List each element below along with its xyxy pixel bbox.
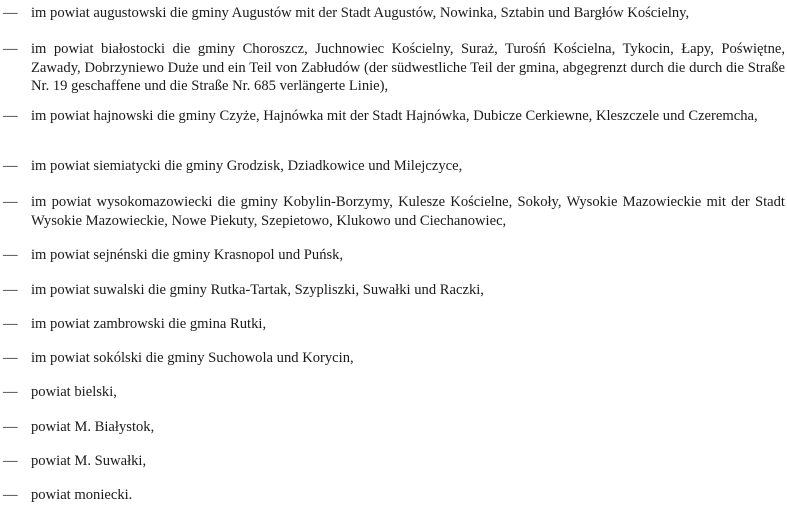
dash-marker: — [3, 350, 18, 366]
list-item-text: powiat M. Białystok, [31, 419, 155, 435]
list-item-text: im powiat zambrowski die gmina Rutki, [31, 316, 267, 332]
dash-marker: — [3, 419, 18, 435]
list-item-text: im powiat suwalski die gminy Rutka-Tartak, Szypliszki, Suwałki und Raczki, [31, 282, 484, 298]
dash-marker: — [3, 194, 18, 210]
list-item-text: im powiat białostocki die gminy Choroszcz, Juchnowiec Kościelny, Suraż, Turośń Kościelna, Tykocin, Łapy, Poświętne, Zawady, Dobrzyniewo Duże und ein Teil von Zabłudów (der südwestliche Teil der gmina, abgegrenzt durch die durch die Straße Nr. 19 geschaffene und die Straße Nr. 685 verlängerte Linie), [31, 41, 785, 94]
list-item [0, 4, 787, 23]
list-item-text: powiat moniecki. [31, 487, 133, 503]
list-item-text: powiat M. Suwałki, [31, 453, 147, 469]
list-item-text: im powiat siemiatycki die gminy Grodzisk, Dziadkowice und Milejczyce, [31, 158, 463, 174]
list-item-text: im powiat sokólski die gminy Suchowola und Korycin, [31, 350, 354, 366]
list-item [0, 452, 787, 471]
dash-marker: — [3, 487, 18, 503]
list-item [0, 157, 787, 176]
list-item [0, 486, 787, 505]
dash-marker: — [3, 316, 18, 332]
list-item-text: im powiat augustowski die gminy Augustów mit der Stadt Augustów, Nowinka, Sztabin und Bargłów Kościelny, [31, 5, 690, 21]
list-item-text: im powiat sejnénski die gminy Krasnopol und Puńsk, [31, 247, 344, 263]
dash-marker: — [3, 384, 18, 400]
list-item [0, 40, 787, 96]
dash-marker: — [3, 158, 18, 174]
dash-marker: — [3, 41, 18, 57]
list-item [0, 193, 787, 230]
list-item-text: im powiat wysokomazowiecki die gminy Kobylin-Borzymy, Kulesze Kościelne, Sokoły, Wysokie Mazowieckie mit der Stadt Wysokie Mazowieckie, Nowe Piekuty, Szepietowo, Klukowo und Ciechanowiec, [31, 194, 785, 229]
list-item [0, 315, 787, 334]
list-item-text: powiat bielski, [31, 384, 117, 400]
dash-marker: — [3, 453, 18, 469]
dash-marker: — [3, 247, 18, 263]
dash-marker: — [3, 282, 18, 298]
list-item [0, 418, 787, 437]
list-item [0, 281, 787, 300]
dash-marker: — [3, 108, 18, 124]
list-item [0, 349, 787, 368]
list-item [0, 246, 787, 265]
list-item [0, 383, 787, 402]
list-item-text: im powiat hajnowski die gminy Czyże, Hajnówka mit der Stadt Hajnówka, Dubicze Cerkiewne, Kleszczele und Czeremcha, [31, 108, 758, 124]
dash-marker: — [3, 5, 18, 21]
list-item [0, 107, 787, 126]
